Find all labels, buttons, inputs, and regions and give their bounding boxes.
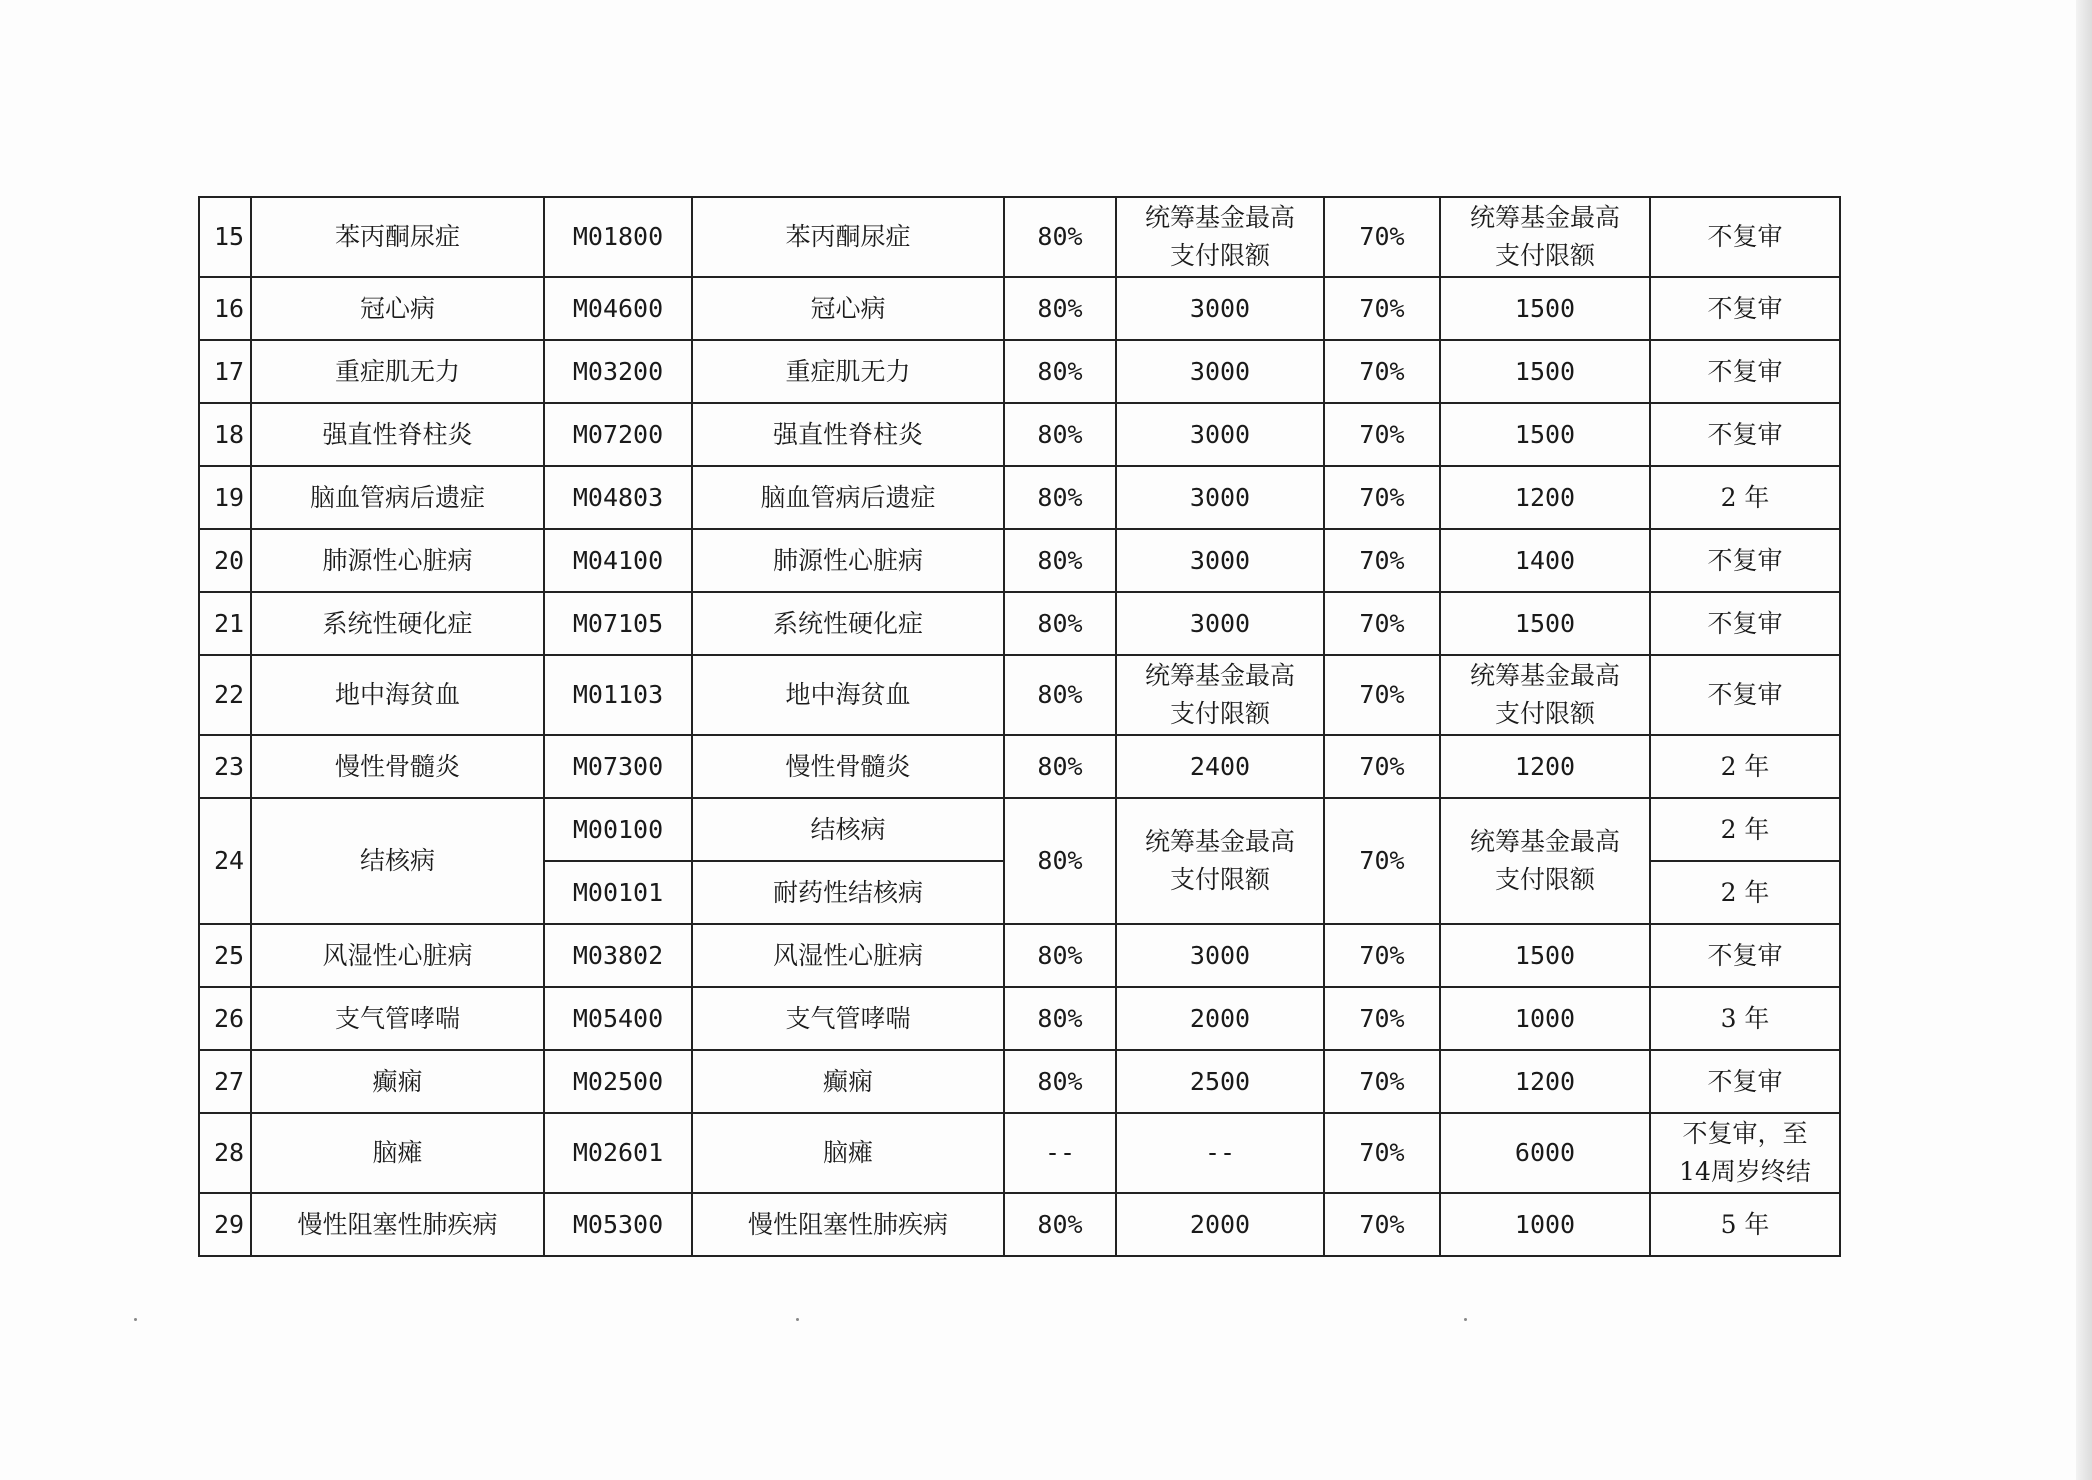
limit-2: 1500 [1440, 592, 1650, 655]
limit-1: 3000 [1116, 340, 1324, 403]
limit-1: 3000 [1116, 592, 1324, 655]
ratio-1: 80% [1004, 340, 1116, 403]
disease-code: M02601 [544, 1113, 692, 1193]
disease-name: 支气管哮喘 [251, 987, 544, 1050]
limit-1: 3000 [1116, 466, 1324, 529]
sub-disease-name: 慢性骨髓炎 [692, 735, 1004, 798]
limit-2: 1200 [1440, 1050, 1650, 1113]
row-number: 18 [199, 403, 251, 466]
ratio-1: 80% [1004, 277, 1116, 340]
review-period: 不复审 [1650, 197, 1840, 277]
sub-disease-name: 苯丙酮尿症 [692, 197, 1004, 277]
disease-code: M01103 [544, 655, 692, 735]
sub-disease-name: 系统性硬化症 [692, 592, 1004, 655]
disease-name: 结核病 [251, 798, 544, 924]
limit-1: 3000 [1116, 277, 1324, 340]
row-number: 15 [199, 197, 251, 277]
ratio-2: 70% [1324, 466, 1440, 529]
ratio-1: 80% [1004, 1193, 1116, 1256]
sub-disease-name: 支气管哮喘 [692, 987, 1004, 1050]
scan-edge [2076, 0, 2092, 1480]
limit-2: 1400 [1440, 529, 1650, 592]
disease-name: 系统性硬化症 [251, 592, 544, 655]
row-number: 27 [199, 1050, 251, 1113]
limit-2: 统筹基金最高 支付限额 [1440, 798, 1650, 924]
review-period: 不复审 [1650, 655, 1840, 735]
sub-disease-name: 重症肌无力 [692, 340, 1004, 403]
disease-name: 慢性骨髓炎 [251, 735, 544, 798]
review-period: 不复审，至 14周岁终结 [1650, 1113, 1840, 1193]
table-row [199, 403, 1840, 466]
row-number: 19 [199, 466, 251, 529]
limit-1: 2000 [1116, 987, 1324, 1050]
limit-2: 统筹基金最高 支付限额 [1440, 197, 1650, 277]
disease-code: M02500 [544, 1050, 692, 1113]
disease-name: 风湿性心脏病 [251, 924, 544, 987]
sub-disease-name: 癫痫 [692, 1050, 1004, 1113]
ratio-2: 70% [1324, 592, 1440, 655]
row-number: 20 [199, 529, 251, 592]
review-period: 不复审 [1650, 592, 1840, 655]
table-row [199, 592, 1840, 655]
ratio-2: 70% [1324, 403, 1440, 466]
ratio-2: 70% [1324, 1050, 1440, 1113]
disease-code: M04803 [544, 466, 692, 529]
sub-disease-name: 脑血管病后遗症 [692, 466, 1004, 529]
review-period: 2 年 [1650, 466, 1840, 529]
review-period: 不复审 [1650, 340, 1840, 403]
sub-disease-name: 肺源性心脏病 [692, 529, 1004, 592]
disease-name: 脑血管病后遗症 [251, 466, 544, 529]
ratio-1: 80% [1004, 403, 1116, 466]
limit-2: 1000 [1440, 987, 1650, 1050]
ratio-2: 70% [1324, 1193, 1440, 1256]
ratio-2: 70% [1324, 529, 1440, 592]
ratio-1: 80% [1004, 735, 1116, 798]
review-period: 3 年 [1650, 987, 1840, 1050]
row-number: 28 [199, 1113, 251, 1193]
table-row [199, 197, 1840, 277]
disease-name: 慢性阻塞性肺疾病 [251, 1193, 544, 1256]
disease-code: M05300 [544, 1193, 692, 1256]
limit-1: -- [1116, 1113, 1324, 1193]
table-row [199, 987, 1840, 1050]
limit-2: 1500 [1440, 403, 1650, 466]
disease-name: 地中海贫血 [251, 655, 544, 735]
review-period: 不复审 [1650, 529, 1840, 592]
disease-name: 肺源性心脏病 [251, 529, 544, 592]
table-row [199, 466, 1840, 529]
disease-code: M00101 [544, 861, 692, 924]
ratio-1: 80% [1004, 592, 1116, 655]
row-number: 23 [199, 735, 251, 798]
ratio-1: 80% [1004, 197, 1116, 277]
sub-disease-name: 结核病 [692, 798, 1004, 861]
disease-table [198, 196, 1841, 1257]
review-period: 不复审 [1650, 924, 1840, 987]
limit-1: 2500 [1116, 1050, 1324, 1113]
table-row [199, 277, 1840, 340]
row-number: 21 [199, 592, 251, 655]
row-number: 17 [199, 340, 251, 403]
ratio-1: 80% [1004, 798, 1116, 924]
ratio-1: 80% [1004, 987, 1116, 1050]
limit-2: 1500 [1440, 924, 1650, 987]
disease-code: M07300 [544, 735, 692, 798]
sub-disease-name: 风湿性心脏病 [692, 924, 1004, 987]
table-row [199, 340, 1840, 403]
ratio-1: 80% [1004, 529, 1116, 592]
limit-1: 统筹基金最高 支付限额 [1116, 197, 1324, 277]
limit-1: 2400 [1116, 735, 1324, 798]
disease-code: M00100 [544, 798, 692, 861]
ratio-2: 70% [1324, 798, 1440, 924]
table-row [199, 529, 1840, 592]
disease-name: 冠心病 [251, 277, 544, 340]
review-period: 2 年 [1650, 798, 1840, 861]
table-row [199, 1050, 1840, 1113]
sub-disease-name: 慢性阻塞性肺疾病 [692, 1193, 1004, 1256]
sub-disease-name: 冠心病 [692, 277, 1004, 340]
review-period: 不复审 [1650, 403, 1840, 466]
limit-1: 3000 [1116, 403, 1324, 466]
review-period: 不复审 [1650, 277, 1840, 340]
scan-speck [1464, 1318, 1467, 1321]
review-period: 5 年 [1650, 1193, 1840, 1256]
limit-1: 统筹基金最高 支付限额 [1116, 798, 1324, 924]
table-row [199, 924, 1840, 987]
ratio-1: 80% [1004, 655, 1116, 735]
limit-1: 3000 [1116, 529, 1324, 592]
sub-disease-name: 脑瘫 [692, 1113, 1004, 1193]
ratio-2: 70% [1324, 987, 1440, 1050]
limit-2: 6000 [1440, 1113, 1650, 1193]
disease-code: M01800 [544, 197, 692, 277]
scan-speck [796, 1318, 799, 1321]
limit-1: 统筹基金最高 支付限额 [1116, 655, 1324, 735]
disease-code: M07200 [544, 403, 692, 466]
review-period: 2 年 [1650, 861, 1840, 924]
sub-disease-name: 地中海贫血 [692, 655, 1004, 735]
limit-2: 1500 [1440, 277, 1650, 340]
table-row [199, 655, 1840, 735]
review-period: 2 年 [1650, 735, 1840, 798]
ratio-2: 70% [1324, 277, 1440, 340]
row-number: 22 [199, 655, 251, 735]
ratio-2: 70% [1324, 655, 1440, 735]
table-row [199, 798, 1840, 861]
ratio-1: 80% [1004, 466, 1116, 529]
scan-speck [134, 1318, 137, 1321]
row-number: 25 [199, 924, 251, 987]
limit-2: 1000 [1440, 1193, 1650, 1256]
row-number: 29 [199, 1193, 251, 1256]
disease-name: 重症肌无力 [251, 340, 544, 403]
limit-2: 1500 [1440, 340, 1650, 403]
table-row [199, 735, 1840, 798]
limit-2: 统筹基金最高 支付限额 [1440, 655, 1650, 735]
disease-name: 脑瘫 [251, 1113, 544, 1193]
sub-disease-name: 耐药性结核病 [692, 861, 1004, 924]
disease-code: M05400 [544, 987, 692, 1050]
ratio-2: 70% [1324, 735, 1440, 798]
disease-name: 强直性脊柱炎 [251, 403, 544, 466]
review-period: 不复审 [1650, 1050, 1840, 1113]
ratio-1: 80% [1004, 924, 1116, 987]
disease-name: 苯丙酮尿症 [251, 197, 544, 277]
table-row [199, 1113, 1840, 1193]
ratio-2: 70% [1324, 1113, 1440, 1193]
ratio-1: 80% [1004, 1050, 1116, 1113]
ratio-1: -- [1004, 1113, 1116, 1193]
disease-code: M07105 [544, 592, 692, 655]
disease-name: 癫痫 [251, 1050, 544, 1113]
disease-code: M03200 [544, 340, 692, 403]
limit-1: 2000 [1116, 1193, 1324, 1256]
sub-disease-name: 强直性脊柱炎 [692, 403, 1004, 466]
row-number: 24 [199, 798, 251, 924]
row-number: 26 [199, 987, 251, 1050]
disease-code: M04600 [544, 277, 692, 340]
disease-code: M04100 [544, 529, 692, 592]
table-row [199, 1193, 1840, 1256]
disease-code: M03802 [544, 924, 692, 987]
limit-1: 3000 [1116, 924, 1324, 987]
row-number: 16 [199, 277, 251, 340]
ratio-2: 70% [1324, 340, 1440, 403]
limit-2: 1200 [1440, 466, 1650, 529]
ratio-2: 70% [1324, 197, 1440, 277]
limit-2: 1200 [1440, 735, 1650, 798]
ratio-2: 70% [1324, 924, 1440, 987]
